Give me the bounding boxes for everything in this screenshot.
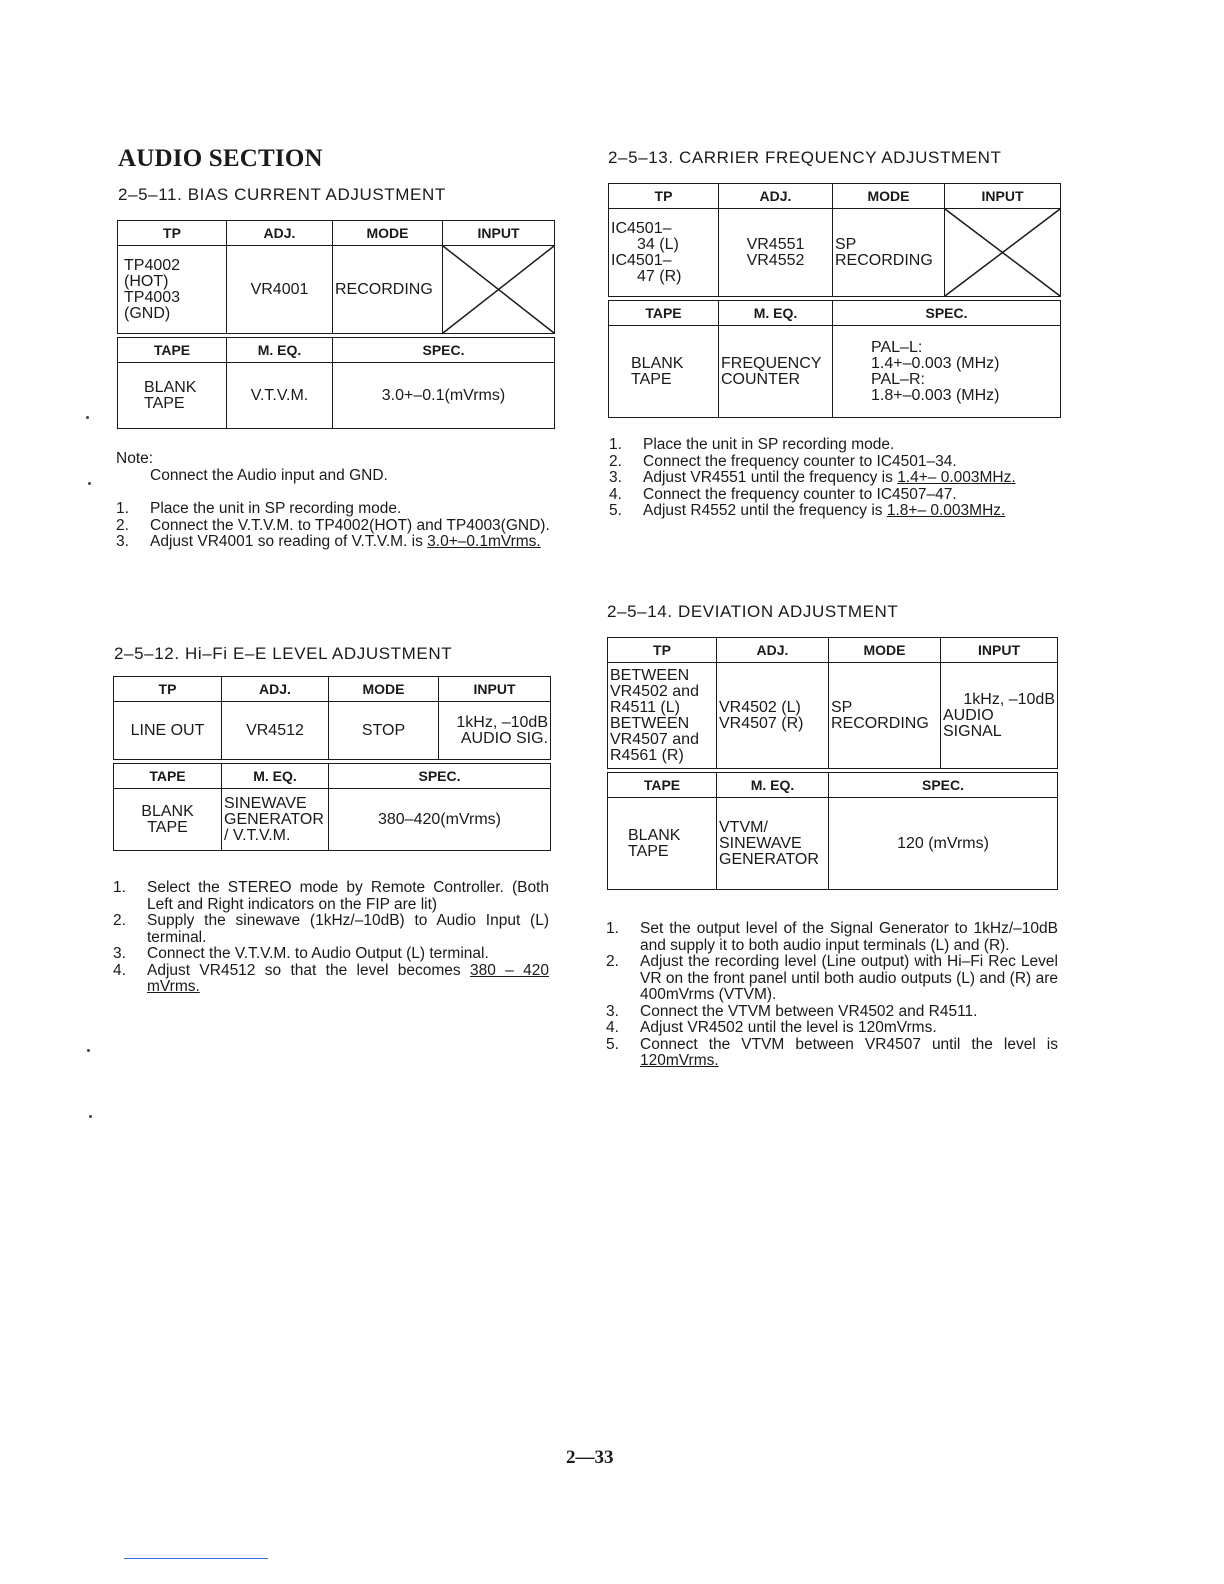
header-spec: SPEC. [829, 773, 1058, 798]
step-1: 1. Place the unit in SP recording mode. [116, 500, 402, 517]
header-tp: TP [114, 677, 222, 702]
cell-meq: FREQUENCY COUNTER [719, 326, 833, 418]
header-input: INPUT [443, 221, 555, 246]
scan-speck [89, 1115, 92, 1118]
header-tp: TP [118, 221, 227, 246]
header-adj: ADJ. [227, 221, 333, 246]
cell-tape: BLANK TAPE [114, 789, 222, 851]
header-meq: M. EQ. [227, 338, 333, 363]
hifi-steps [113, 880, 549, 996]
header-spec: SPEC. [833, 301, 1061, 326]
header-meq: M. EQ. [222, 764, 329, 789]
header-adj: ADJ. [719, 184, 833, 209]
cell-mode: SP RECORDING [833, 209, 945, 297]
cell-mode: SP RECORDING [829, 663, 941, 769]
bias-steps [116, 501, 554, 551]
carrier-steps [609, 437, 1029, 520]
step-3: 3. Adjust VR4001 so reading of V.T.V.M. is 3.0+–0.1mVrms. [116, 533, 541, 550]
step-2: 2. Connect the frequency counter to IC4501–34. [609, 452, 957, 470]
bias-current-table [117, 220, 555, 429]
header-tape: TAPE [609, 301, 719, 326]
section-title: AUDIO SECTION [118, 145, 323, 172]
cell-tape: BLANK TAPE [609, 326, 719, 418]
bias-current-title: 2–5–11. BIAS CURRENT ADJUSTMENT [118, 185, 446, 204]
header-mode: MODE [329, 677, 439, 702]
deviation-steps [606, 921, 1058, 1070]
cell-tp: LINE OUT [114, 702, 222, 760]
cell-spec: 120 (mVrms) [829, 798, 1058, 890]
cell-adj: VR4551 VR4552 [719, 209, 833, 297]
deviation-title: 2–5–14. DEVIATION ADJUSTMENT [607, 602, 899, 621]
page-number: 2—33 [566, 1447, 614, 1468]
scan-speck [87, 1049, 90, 1052]
cell-input-na [945, 209, 1061, 297]
carrier-frequency-table [608, 183, 1061, 418]
header-meq: M. EQ. [719, 301, 833, 326]
header-tape: TAPE [608, 773, 717, 798]
scan-speck [86, 416, 89, 419]
header-mode: MODE [829, 638, 941, 663]
carrier-frequency-title: 2–5–13. CARRIER FREQUENCY ADJUSTMENT [608, 148, 1002, 167]
step-5: 5. Adjust R4552 until the frequency is 1.8+– 0.003MHz. [609, 502, 1006, 519]
header-meq: M. EQ. [717, 773, 829, 798]
cell-meq: SINEWAVE GENERATOR / V.T.V.M. [222, 789, 329, 851]
header-spec: SPEC. [333, 338, 555, 363]
deviation-table [607, 637, 1058, 890]
note-label: Note: [116, 450, 154, 467]
step-3: 3. Adjust VR4551 until the frequency is 1.4+– 0.003MHz. [609, 469, 1016, 486]
step-1: 1. Select the STEREO mode by Remote Controller. (Both Left and Right indicators on the FIP are lit) [113, 879, 549, 913]
cell-mode: STOP [329, 702, 439, 760]
cell-input: 1kHz, –10dB AUDIO SIGNAL [941, 663, 1058, 769]
scan-speck [88, 482, 91, 485]
header-input: INPUT [945, 184, 1061, 209]
step-4: 4. Adjust VR4512 so that the level becomes 380 – 420 mVrms. [113, 961, 549, 995]
cell-tp: IC4501– 34 (L) IC4501– 47 (R) [609, 209, 719, 297]
cell-tp: BETWEEN VR4502 and R4511 (L) BETWEEN VR4507 and R4561 (R) [608, 663, 717, 769]
header-tape: TAPE [114, 764, 222, 789]
step-3: 3. Connect the V.T.V.M. to Audio Output (L) terminal. [113, 945, 489, 962]
header-tp: TP [609, 184, 719, 209]
cell-meq: VTVM/ SINEWAVE GENERATOR [717, 798, 829, 890]
header-spec: SPEC. [329, 764, 551, 789]
cell-tape: BLANK TAPE [118, 363, 227, 429]
cell-tp: TP4002 (HOT) TP4003 (GND) [118, 246, 227, 334]
step-2: 2. Supply the sinewave (1kHz/–10dB) to Audio Input (L) terminal. [113, 912, 549, 946]
header-mode: MODE [333, 221, 443, 246]
header-tape: TAPE [118, 338, 227, 363]
step-3: 3. Connect the VTVM between VR4502 and R4511. [606, 1002, 978, 1020]
header-input: INPUT [439, 677, 551, 702]
note-text: Connect the Audio input and GND. [150, 466, 388, 484]
bottom-rule [124, 1558, 268, 1559]
hifi-level-table [113, 676, 551, 851]
step-1: 1. Set the output level of the Signal Generator to 1kHz/–10dB and supply it to both audio input terminals (L) and (R). [606, 920, 1058, 954]
cell-adj: VR4502 (L) VR4507 (R) [717, 663, 829, 769]
header-tp: TP [608, 638, 717, 663]
header-mode: MODE [833, 184, 945, 209]
step-4: 4. Connect the frequency counter to IC4507–47. [609, 485, 957, 503]
step-2: 2. Adjust the recording level (Line output) with Hi–Fi Rec Level VR on the front panel until both audio outputs (L) and (R) are 400mVrms (VTVM). [606, 953, 1058, 1003]
cell-spec: 3.0+–0.1(mVrms) [333, 363, 555, 429]
step-2: 2. Connect the V.T.V.M. to TP4002(HOT) and TP4003(GND). [116, 516, 550, 534]
step-5: 5. Connect the VTVM between VR4507 until the level is 120mVrms. [606, 1035, 1058, 1069]
step-1: 1. Place the unit in SP recording mode. [609, 436, 895, 453]
cell-spec: 380–420(mVrms) [329, 789, 551, 851]
header-input: INPUT [941, 638, 1058, 663]
hifi-level-title: 2–5–12. Hi–Fi E–E LEVEL ADJUSTMENT [114, 644, 453, 663]
cross-out-mark [945, 209, 1060, 296]
cell-adj: VR4001 [227, 246, 333, 334]
cell-spec: PAL–L: 1.4+–0.003 (MHz) PAL–R: 1.8+–0.003 (MHz) [833, 326, 1061, 418]
bias-note [116, 451, 554, 484]
cell-tape: BLANK TAPE [608, 798, 717, 890]
cell-mode: RECORDING [333, 246, 443, 334]
step-4: 4. Adjust VR4502 until the level is 120mVrms. [606, 1019, 937, 1036]
header-adj: ADJ. [717, 638, 829, 663]
cell-input: 1kHz, –10dB AUDIO SIG. [439, 702, 551, 760]
header-adj: ADJ. [222, 677, 329, 702]
cell-adj: VR4512 [222, 702, 329, 760]
cross-out-mark [443, 246, 554, 333]
cell-input-na [443, 246, 555, 334]
cell-meq: V.T.V.M. [227, 363, 333, 429]
